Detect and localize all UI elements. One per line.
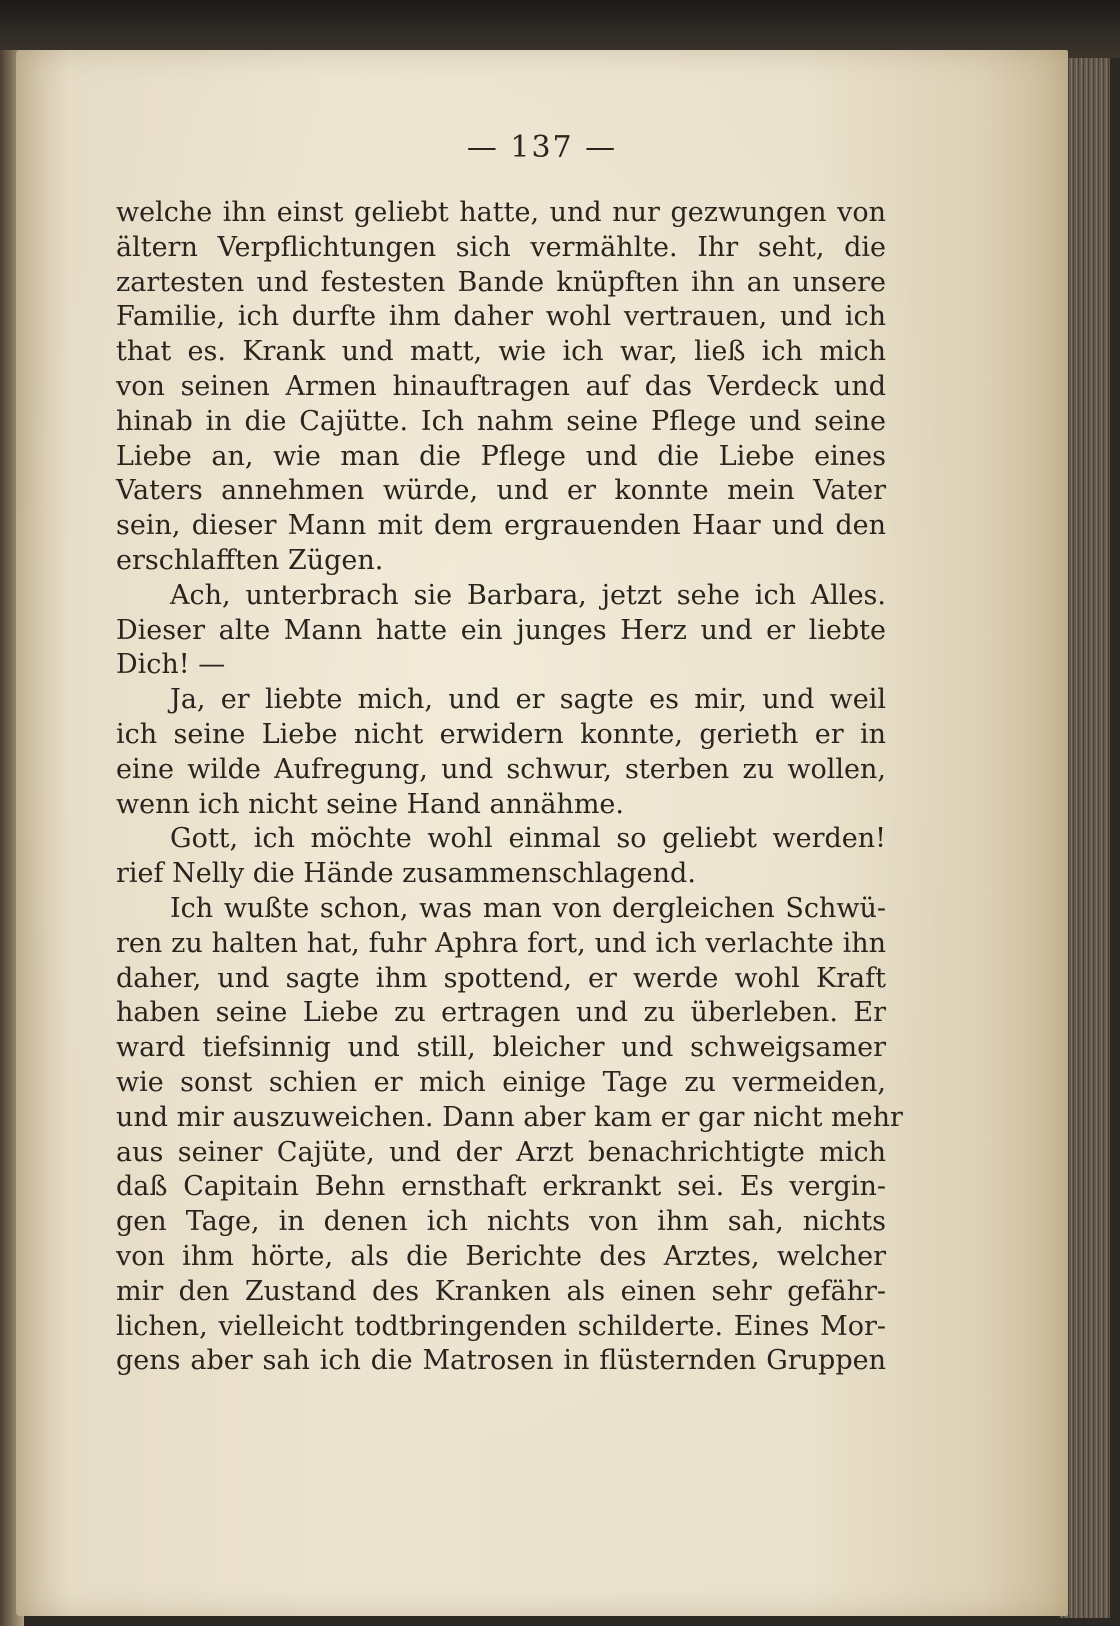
text-line: that es. Krank und matt, wie ich war, ließ ich mich: [116, 336, 886, 368]
text-line: gens aber sah ich die Matrosen in flüsternden Gruppen: [116, 1345, 886, 1377]
text-line: Gott, ich möchte wohl einmal so geliebt werden!: [170, 823, 886, 855]
text-line: ältern Verpflichtungen sich vermählte. Ihr seht, die: [116, 231, 886, 263]
text-line: daher, und sagte ihm spottend, er werde wohl Kraft: [116, 962, 886, 994]
text-line: wie sonst schien er mich einige Tage zu vermeiden,: [116, 1066, 886, 1098]
text-line: und mir auszuweichen. Dann aber kam er gar nicht mehr: [116, 1101, 903, 1133]
text-line: Liebe an, wie man die Pflege und die Liebe eines: [116, 440, 886, 472]
text-line: Dich! —: [116, 649, 226, 681]
text-line: zartesten und festesten Bande knüpften ihn an unsere: [116, 266, 886, 298]
text-line: gen Tage, in denen ich nichts von ihm sah, nichts: [116, 1206, 886, 1238]
text-line: ren zu halten hat, fuhr Aphra fort, und ich verlachte ihn: [116, 927, 886, 959]
page-text: [116, 196, 903, 1379]
text-line: Dieser alte Mann hatte ein junges Herz und er liebte: [116, 614, 886, 646]
text-line: wenn ich nicht seine Hand annähme.: [116, 788, 624, 820]
text-line: hinab in die Cajütte. Ich nahm seine Pflege und seine: [116, 405, 886, 437]
text-line: eine wilde Aufregung, und schwur, sterben zu wollen,: [116, 753, 886, 785]
text-line: rief Nelly die Hände zusammenschlagend.: [116, 858, 696, 890]
text-line: erschlafften Zügen.: [116, 544, 384, 576]
text-line: ich seine Liebe nicht erwidern konnte, gerieth er in: [116, 718, 886, 750]
text-line: daß Capitain Behn ernsthaft erkrankt sei. Es vergin-: [116, 1171, 886, 1203]
text-line: Ich wußte schon, was man von dergleichen Schwü-: [170, 892, 886, 924]
text-line: von ihm hörte, als die Berichte des Arztes, welcher: [116, 1240, 886, 1272]
text-line: aus seiner Cajüte, und der Arzt benachrichtigte mich: [116, 1136, 886, 1168]
text-line: Ja, er liebte mich, und er sagte es mir, und weil: [170, 684, 886, 716]
text-line: lichen, vielleicht todtbringenden schilderte. Eines Mor-: [116, 1310, 886, 1342]
book-page: [16, 50, 1068, 1616]
text-line: sein, dieser Mann mit dem ergrauenden Haar und den: [116, 510, 886, 542]
text-line: mir den Zustand des Kranken als einen sehr gefähr-: [116, 1275, 886, 1307]
text-line: Familie, ich durfte ihm daher wohl vertrauen, und ich: [116, 301, 886, 333]
text-line: von seinen Armen hinauftragen auf das Verdeck und: [116, 370, 886, 402]
text-line: Ach, unterbrach sie Barbara, jetzt sehe ich Alles.: [170, 579, 886, 611]
page-number: — 137 —: [466, 130, 618, 165]
text-line: haben seine Liebe zu ertragen und zu überleben. Er: [116, 997, 886, 1029]
text-line: welche ihn einst geliebt hatte, und nur gezwungen von: [116, 197, 886, 228]
text-line: Vaters annehmen würde, und er konnte mein Vater: [116, 475, 886, 507]
text-line: ward tiefsinnig und still, bleicher und schweigsamer: [116, 1032, 886, 1064]
